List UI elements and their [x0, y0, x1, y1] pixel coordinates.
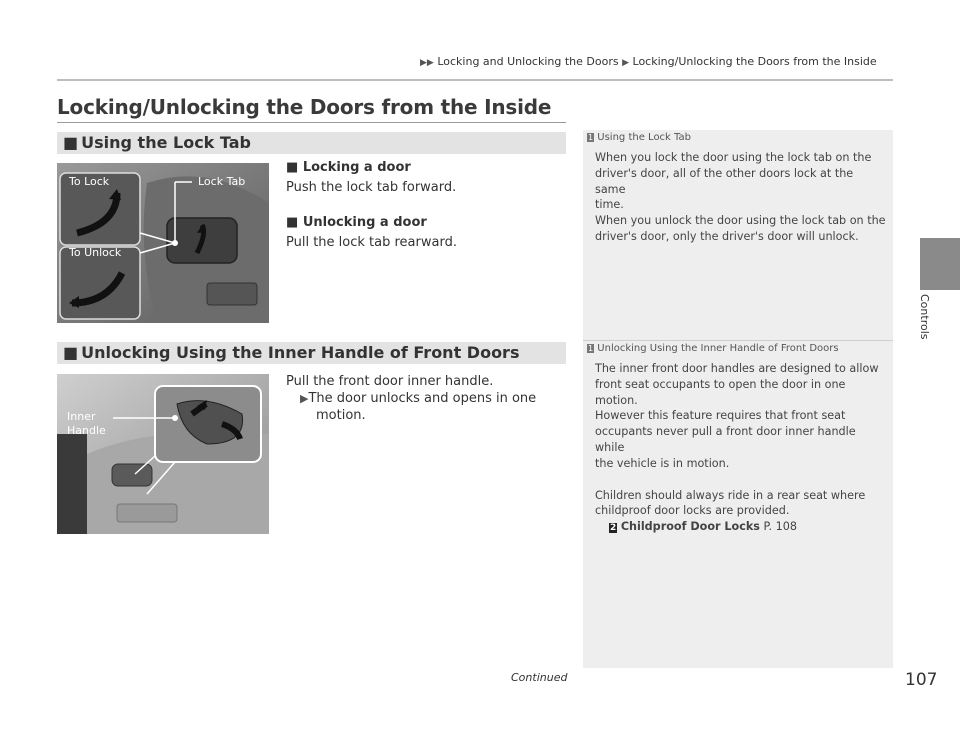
section-heading-inner-handle: [57, 342, 566, 364]
callout-to-unlock: To Unlock: [69, 246, 122, 259]
breadcrumb-arrow-icon: ▶▶: [420, 58, 434, 68]
inner-handle-result: ▶The door unlocks and opens in one: [300, 391, 537, 406]
unlocking-instruction: Pull the lock tab rearward.: [286, 235, 457, 250]
note-body-inner-handle: The inner front door handles are designed to allow front seat occupants to open the door in one motion. However this feature requires that front seat occupants never pull a front door inner handle while the vehicle is in motion. Children should always ride in a rear seat where childproof door locks are provided. 2 Childproof Door Locks P. 108: [595, 361, 887, 537]
lock-tab-figure: [57, 163, 269, 323]
subheading-unlocking: ■ Unlocking a door: [286, 215, 427, 230]
title-divider: [57, 122, 566, 123]
notes-divider: [583, 340, 893, 341]
header-divider: [57, 79, 893, 81]
chapter-tab-label: Controls: [918, 294, 931, 340]
inner-handle-illustration: [57, 374, 269, 534]
note-heading-lock-tab: 1 Using the Lock Tab: [588, 132, 691, 143]
section-square-icon: ■: [63, 343, 79, 362]
reference-arrow-icon: 2: [610, 523, 617, 534]
inner-handle-figure: [57, 374, 269, 534]
inner-handle-instruction: Pull the front door inner handle.: [286, 374, 494, 389]
breadcrumb-arrow-icon: ▶: [622, 58, 630, 68]
inner-handle-result-cont: motion.: [316, 408, 366, 423]
note-marker-icon: 1: [588, 344, 594, 353]
result-arrow-icon: ▶: [300, 392, 309, 405]
page-number: 107: [905, 670, 938, 690]
note-heading-inner-handle: 1 Unlocking Using the Inner Handle of Front Doors: [588, 343, 839, 354]
locking-instruction: Push the lock tab forward.: [286, 180, 457, 195]
subheading-locking: ■ Locking a door: [286, 160, 411, 175]
page-title: Locking/Unlocking the Doors from the Inside: [57, 95, 552, 119]
section-title-inner-handle: Unlocking Using the Inner Handle of Front Doors: [81, 343, 520, 362]
continued-label: Continued: [511, 671, 568, 684]
section-square-icon: ■: [63, 133, 79, 152]
cross-reference-link[interactable]: 2 Childproof Door Locks P. 108: [610, 520, 797, 534]
bullet-square-icon: ■: [286, 215, 299, 230]
callout-inner-handle: Inner Handle: [67, 410, 106, 437]
note-body-lock-tab: When you lock the door using the lock tab on the driver's door, all of the other doors lock at the same time. When you unlock the door using the lock tab on the driver's door, only the driver's door will unlock.: [595, 151, 886, 243]
breadcrumb-item-1[interactable]: Locking and Unlocking the Doors: [437, 55, 619, 68]
breadcrumb-item-2[interactable]: Locking/Unlocking the Doors from the Inside: [632, 55, 877, 68]
breadcrumb: [420, 55, 877, 68]
section-heading-lock-tab: [57, 132, 566, 154]
note-marker-icon: 1: [588, 133, 594, 142]
chapter-tab: [920, 238, 960, 290]
section-title-lock-tab: Using the Lock Tab: [81, 133, 251, 152]
callout-to-lock: To Lock: [69, 175, 110, 188]
callout-lock-tab: Lock Tab: [198, 175, 246, 188]
bullet-square-icon: ■: [286, 160, 299, 175]
